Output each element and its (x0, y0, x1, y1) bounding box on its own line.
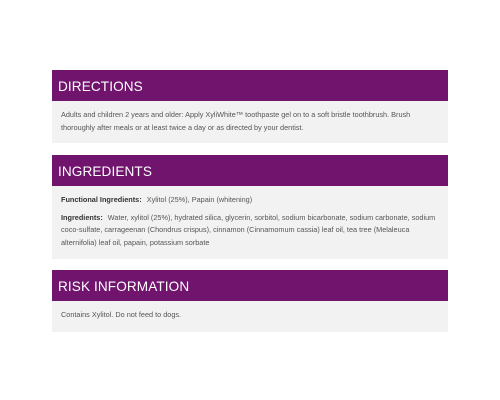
risk-section (52, 270, 448, 332)
risk-body (52, 301, 448, 332)
directions-heading: DIRECTIONS (52, 70, 448, 101)
directions-body (52, 101, 448, 143)
functional-ingredients-text: Xylitol (25%), Papain (whitening) (146, 195, 253, 204)
ingredients-heading: INGREDIENTS (52, 155, 448, 186)
ingredients-paragraph (61, 212, 439, 250)
functional-ingredients-paragraph (61, 194, 439, 207)
directions-text: Adults and children 2 years and older: Apply XyliWhite™ toothpaste gel on to a soft bristle toothbrush. Brush thoroughly after meals or at least twice a day or as directed by your dentist. (61, 110, 411, 132)
ingredients-section (52, 155, 448, 259)
risk-text: Contains Xylitol. Do not feed to dogs. (61, 310, 182, 319)
risk-heading: RISK INFORMATION (52, 270, 448, 301)
ingredients-body (52, 186, 448, 259)
functional-ingredients-label: Functional Ingredients: (61, 195, 142, 204)
ingredients-text: Water, xylitol (25%), hydrated silica, glycerin, sorbitol, sodium bicarbonate, sodium carbonate, sodium coco-sulfate, carrageenan (Chondrus crispus), cinnamon (Cinnamomum cassia) leaf oil, tea tree (Melaleuca alternifolia) leaf oil, papain, potassium sorbate (61, 212, 436, 247)
ingredients-label: Ingredients: (61, 212, 103, 222)
directions-section (52, 70, 448, 143)
